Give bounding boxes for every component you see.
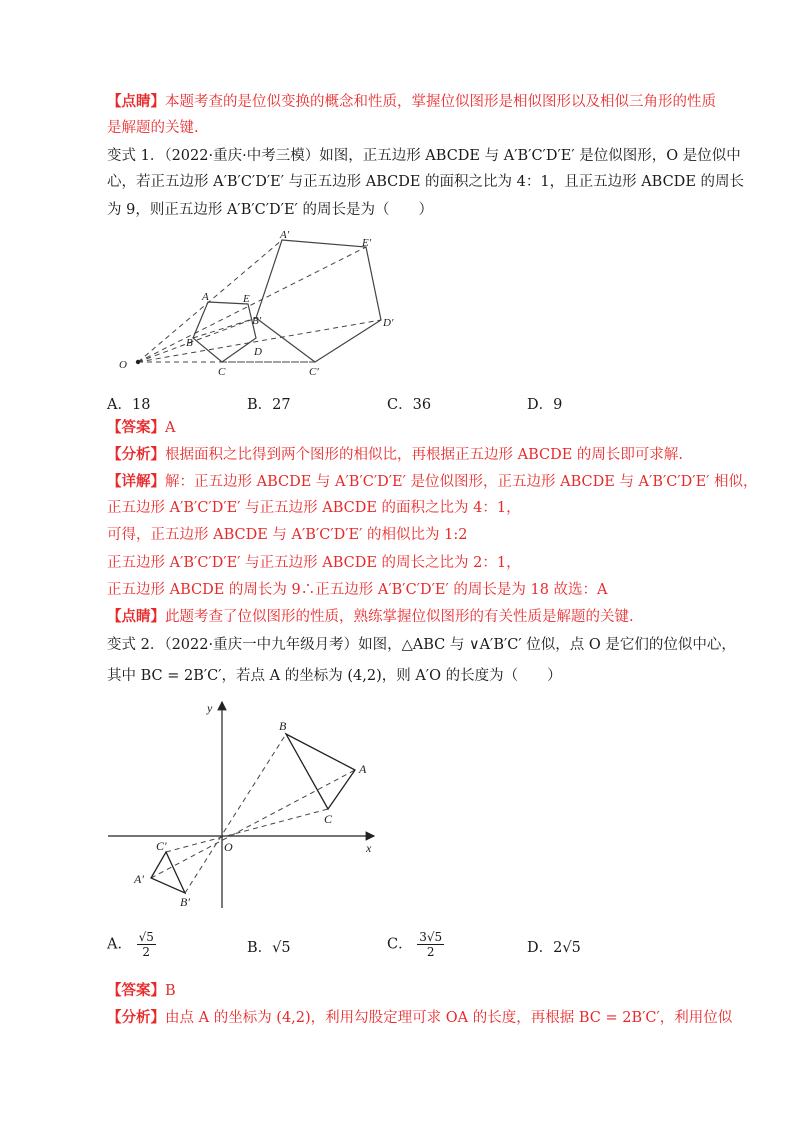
a1-detail-tag: 【详解】 [107, 473, 165, 490]
q2-option-c-fraction [417, 930, 444, 959]
q2-line2: 其中 BC = 2B′C′，若点 A 的坐标为 (4,2)，则 A′O 的长度为（ ） [107, 668, 562, 684]
q2-option-b [247, 936, 291, 957]
a2-answer-value: B [165, 983, 176, 999]
pentagon-homothety-figure [100, 222, 420, 380]
a1-detail4: 正五边形 A′B′C′D′E′ 与正五边形 ABCDE 的周长之比为 2：1， [107, 555, 521, 571]
label-b-prime: B′ [252, 315, 262, 327]
q2-option-d-prefix: D． [527, 940, 554, 956]
a2-analysis-text: 由点 A 的坐标为 (4,2)，利用勾股定理可求 OA 的长度，再根据 BC = 2B′C′，利用位似 [165, 1010, 733, 1026]
label-a: A [359, 762, 367, 776]
label-d-prime: D′ [383, 317, 394, 329]
q2-option-c-num: 3√5 [419, 930, 443, 944]
label-c-prime: C′ [309, 366, 319, 378]
q1-line1: 变式 1．（2022·重庆·中考三模）如图，正五边形 ABCDE 与 A′B′C′D′E′ 是位似图形，O 是位似中 [107, 148, 741, 164]
label-y: y [207, 701, 213, 715]
q2-option-d-value: 2√5 [553, 940, 581, 956]
label-b: B [279, 719, 287, 733]
label-a-prime: A′ [280, 229, 290, 241]
a2-analysis [107, 1008, 732, 1028]
q2-option-d [527, 936, 581, 957]
label-d: D [254, 346, 262, 358]
origin-point [136, 360, 140, 364]
label-c: C [324, 812, 333, 826]
a1-detail3: 可得，正五边形 ABCDE 与 A′B′C′D′E′ 的相似比为 1:2 [107, 527, 468, 543]
q2-option-a-num: √5 [138, 930, 154, 944]
triangle-homothety-figure [100, 698, 390, 910]
q2-option-a-fraction [137, 930, 156, 959]
a1-detail2: 正五边形 A′B′C′D′E′ 与正五边形 ABCDE 的面积之比为 4：1， [107, 500, 521, 516]
a1-detail5: 正五边形 ABCDE 的周长为 9∴正五边形 A′B′C′D′E′ 的周长是为 18 故选：A [107, 582, 608, 598]
note1-line1 [107, 92, 716, 112]
label-e-prime: E′ [362, 237, 372, 249]
label-c: C [218, 366, 226, 378]
label-origin: O [224, 840, 233, 854]
label-c-prime: C′ [156, 839, 167, 853]
q1-option-b: B．27 [247, 397, 291, 413]
q2-option-a [107, 930, 156, 959]
q2-option-b-prefix: B． [247, 940, 273, 956]
label-x: x [366, 841, 372, 855]
a1-analysis-tag: 【分析】 [107, 446, 165, 463]
a1-analysis [107, 445, 683, 465]
q2-option-c-prefix: C． [387, 936, 413, 953]
a1-answer [107, 418, 175, 438]
label-e: E [243, 293, 250, 305]
a1-answer-value: A [165, 420, 176, 436]
q1-option-a: A．18 [107, 397, 151, 413]
a1-answer-tag: 【答案】 [107, 419, 165, 436]
a1-detail1 [107, 472, 758, 492]
label-b: B [186, 337, 193, 349]
q2-option-a-prefix: A． [107, 936, 132, 953]
a1-note-text: 此题考查了位似图形的性质，熟练掌握位似图形的有关性质是解题的关键. [165, 609, 634, 625]
q1-line3: 为 9，则正五边形 A′B′C′D′E′ 的周长是为（ ） [107, 202, 433, 218]
label-a-prime: A′ [134, 872, 144, 886]
q1-option-d: D．9 [527, 397, 563, 413]
a1-note [107, 607, 634, 627]
a1-detail1-text: 解：正五边形 ABCDE 与 A′B′C′D′E′ 是位似图形，正五边形 ABCDE 与 A′B′C′D′E′ 相似， [165, 474, 758, 490]
q2-option-b-value: √5 [272, 940, 291, 956]
a2-answer [107, 981, 176, 1001]
q1-line2: 心，若正五边形 A′B′C′D′E′ 与正五边形 ABCDE 的面积之比为 4：1，且正五边形 ABCDE 的周长 [107, 174, 745, 190]
a1-note-tag: 【点睛】 [107, 608, 165, 625]
a2-analysis-tag: 【分析】 [107, 1009, 165, 1026]
note1-tag: 【点睛】 [107, 93, 165, 110]
note1-line2: 是解题的关键. [107, 120, 199, 136]
label-o: O [119, 359, 127, 371]
q2-option-c-den: 2 [426, 945, 435, 959]
label-b-prime: B′ [180, 895, 190, 909]
q2-option-c [387, 930, 444, 959]
note1-text: 本题考查的是位似变换的概念和性质，掌握位似图形是相似图形以及相似三角形的性质 [165, 94, 716, 110]
q1-option-c: C．36 [387, 397, 432, 413]
a2-answer-tag: 【答案】 [107, 982, 165, 999]
q2-line1: 变式 2．（2022·重庆一中九年级月考）如图，△ABC 与 ∨A′B′C′ 位似，点 O 是它们的位似中心， [107, 637, 736, 653]
label-a: A [202, 291, 209, 303]
q2-option-a-den: 2 [142, 945, 151, 959]
a1-analysis-text: 根据面积之比得到两个图形的相似比，再根据正五边形 ABCDE 的周长即可求解. [165, 447, 684, 463]
